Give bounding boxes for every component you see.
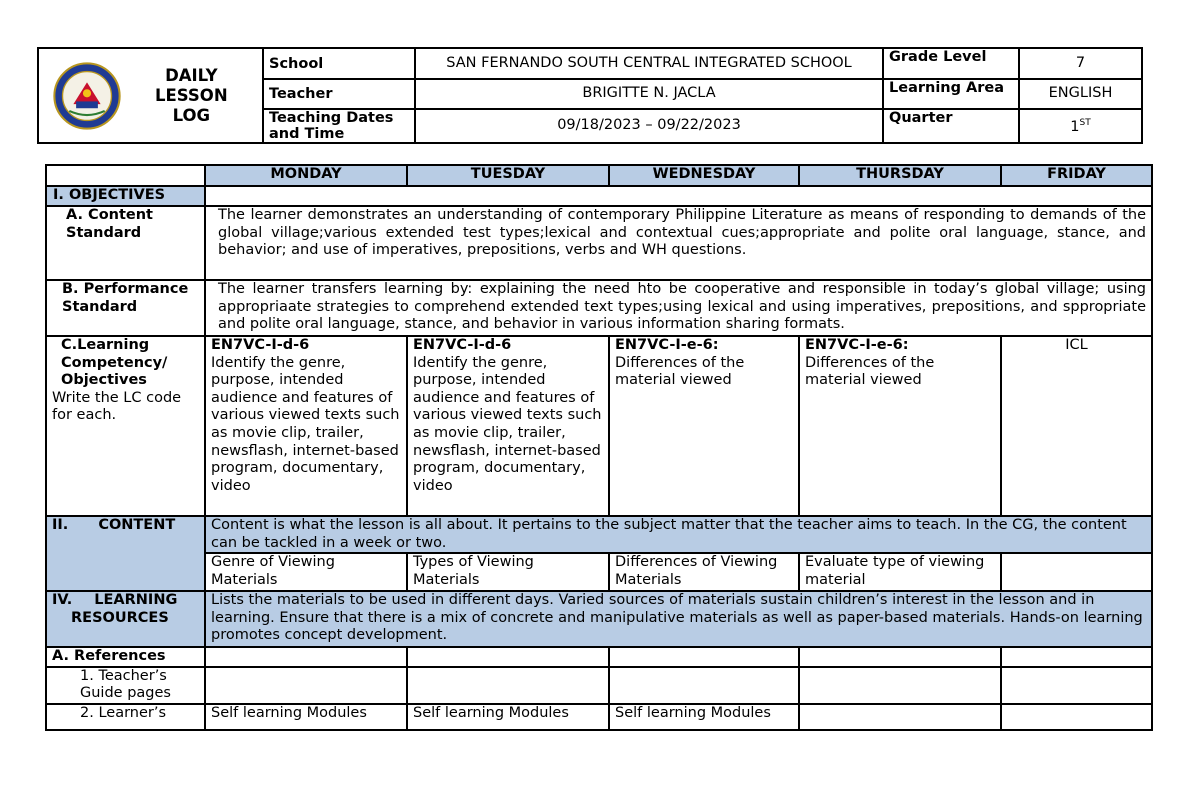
learners-wednesday: Self learning Modules — [609, 704, 799, 730]
learners-friday — [1001, 704, 1152, 730]
day-header-tuesday: TUESDAY — [407, 165, 609, 186]
competency-monday: EN7VC-I-d-6 Identify the genre, purpose, intended audience and features of various viewed texts such as movie clip, trailer, newsflash, internet-based program, documentary, video — [205, 336, 407, 516]
school-value: SAN FERNANDO SOUTH CENTRAL INTEGRATED SCHOOL — [415, 48, 883, 79]
teachers-guide-tuesday — [407, 667, 609, 704]
deped-seal-icon — [53, 62, 121, 130]
header-table — [37, 47, 1143, 144]
learning-competency-label: C.Learning Competency/ Objectives Write the LC code for each. — [46, 336, 205, 516]
content-topic-tuesday: Types of Viewing Materials — [407, 553, 609, 591]
learners-label: 2. Learner’s — [46, 704, 205, 730]
competency-wednesday: EN7VC-I-e-6: Differences of the material viewed — [609, 336, 799, 516]
learning-area-label: Learning Area — [883, 79, 1019, 109]
references-tuesday — [407, 647, 609, 667]
teachers-guide-wednesday — [609, 667, 799, 704]
learning-resources-description: Lists the materials to be used in different days. Varied sources of materials sustain children’s interest in the lesson and in learning. Ensure that there is a mix of concrete and manipulative materials as well as paper-based materials. Hands-on learning promotes concept development. — [205, 591, 1152, 647]
day-header-friday: FRIDAY — [1001, 165, 1152, 186]
day-header-thursday: THURSDAY — [799, 165, 1001, 186]
day-header-blank — [46, 165, 205, 186]
learners-monday: Self learning Modules — [205, 704, 407, 730]
objectives-heading: I. OBJECTIVES — [46, 186, 205, 206]
day-header-wednesday: WEDNESDAY — [609, 165, 799, 186]
learning-resources-heading: IV. LEARNING RESOURCES — [46, 591, 205, 647]
teacher-label: Teacher — [263, 79, 415, 109]
performance-standard-text: The learner transfers learning by: explaining the need hto be cooperative and responsible in today’s global village; using appropriaate strategies to comprehend extended text types;using lexical and using imperatives, prepositions, and sppropriate and polite oral language, stance, and behavior in various information sharing formats. — [205, 280, 1152, 336]
teaching-dates-label: Teaching Dates and Time — [263, 109, 415, 143]
objectives-heading-blank — [205, 186, 1152, 206]
teaching-dates-value: 09/18/2023 – 09/22/2023 — [415, 109, 883, 143]
references-wednesday — [609, 647, 799, 667]
content-topic-friday — [1001, 553, 1152, 591]
grade-level-value: 7 — [1019, 48, 1142, 79]
learning-area-value: ENGLISH — [1019, 79, 1142, 109]
document-title: DAILY LESSON LOG — [155, 65, 228, 125]
teachers-guide-monday — [205, 667, 407, 704]
references-thursday — [799, 647, 1001, 667]
references-friday — [1001, 647, 1152, 667]
teacher-value: BRIGITTE N. JACLA — [415, 79, 883, 109]
teachers-guide-label: 1. Teacher’s Guide pages — [46, 667, 205, 704]
logo-title-cell — [38, 48, 263, 143]
quarter-value: 1ST — [1019, 109, 1142, 143]
content-topic-monday: Genre of Viewing Materials — [205, 553, 407, 591]
content-topic-wednesday: Differences of Viewing Materials — [609, 553, 799, 591]
grade-level-label: Grade Level — [883, 48, 1019, 79]
performance-standard-label: B. Performance Standard — [46, 280, 205, 336]
teachers-guide-thursday — [799, 667, 1001, 704]
competency-thursday: EN7VC-I-e-6: Differences of the material viewed — [799, 336, 1001, 516]
references-monday — [205, 647, 407, 667]
content-standard-text: The learner demonstrates an understanding of contemporary Philippine Literature as means of responding to demands of the global village;various extended test types;lexical and contextual cues;appropriate and polite oral language, stance, and behavior; and use of imperatives, prepositions, verbs and WH questions. — [205, 206, 1152, 280]
day-header-monday: MONDAY — [205, 165, 407, 186]
content-description: Content is what the lesson is all about. It pertains to the subject matter that the teacher aims to teach. In the CG, the content can be tackled in a week or two. — [205, 516, 1152, 553]
references-label: A. References — [46, 647, 205, 667]
quarter-label: Quarter — [883, 109, 1019, 143]
school-label: School — [263, 48, 415, 79]
teachers-guide-friday — [1001, 667, 1152, 704]
content-heading: II. CONTENT — [46, 516, 205, 591]
lesson-log-table — [45, 164, 1153, 731]
learners-tuesday: Self learning Modules — [407, 704, 609, 730]
learners-thursday — [799, 704, 1001, 730]
content-standard-label: A. Content Standard — [46, 206, 205, 280]
content-topic-thursday: Evaluate type of viewing material — [799, 553, 1001, 591]
competency-friday: ICL — [1001, 336, 1152, 516]
competency-tuesday: EN7VC-I-d-6 Identify the genre, purpose, intended audience and features of various viewed texts such as movie clip, trailer, newsflash, internet-based program, documentary, video — [407, 336, 609, 516]
